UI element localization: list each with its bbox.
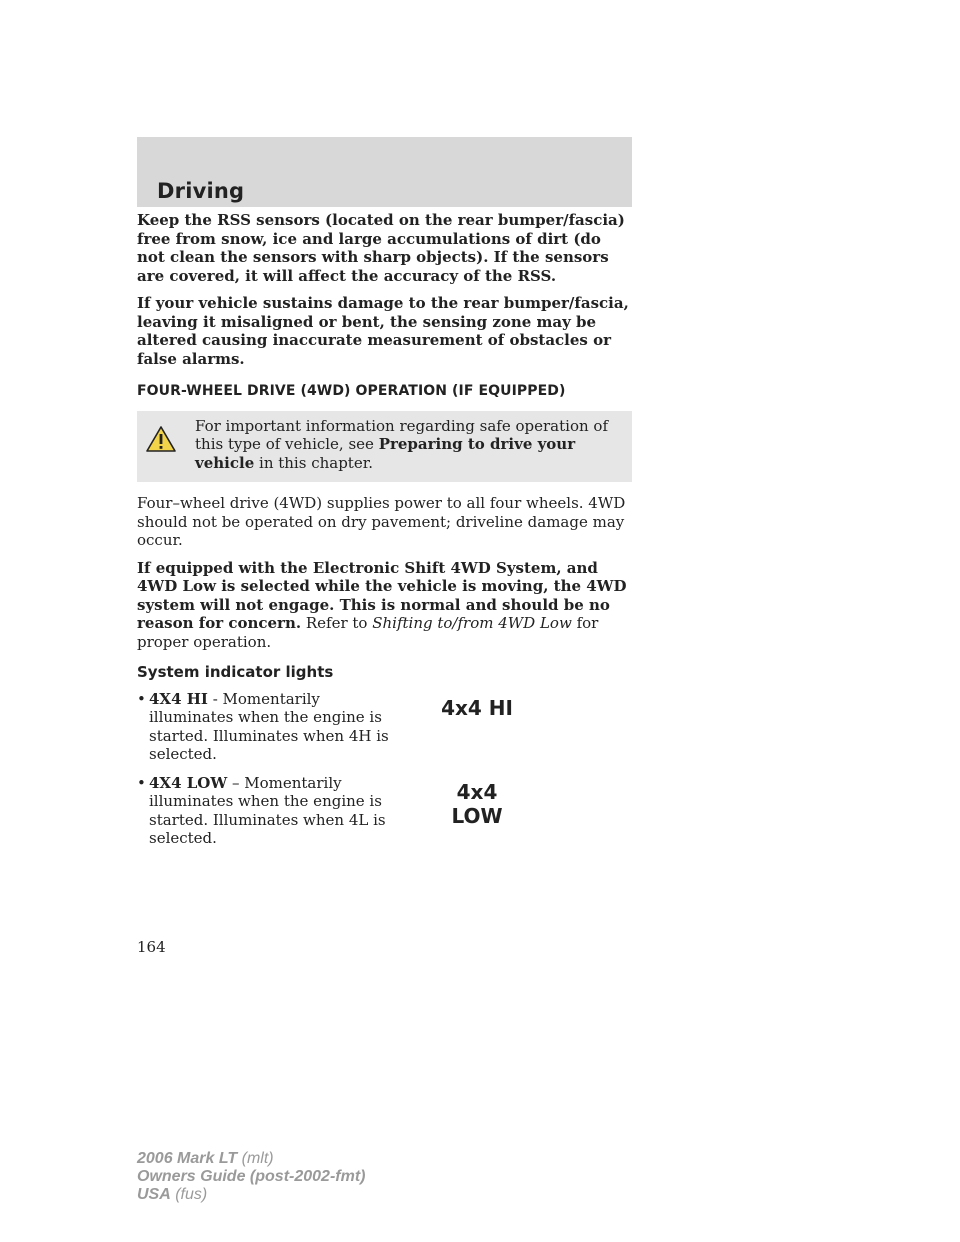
warning-box (137, 411, 632, 483)
indicator-description: - Momentarily illuminates when the engine is started. Illuminates when 4H is selected. (149, 689, 389, 763)
page-content (137, 211, 632, 858)
section-header-band (137, 137, 632, 207)
indicator-4x4-low: • 4X4 LOW – Momentarily illuminates when the engine is started. Illuminates when 4L is selected. 4x4 LOW (137, 774, 632, 848)
rss-paragraph-2: If your vehicle sustains damage to the rear bumper/fascia, leaving it misaligned or bent, the sensing zone may be altered causing inaccurate measurement of obstacles or false alarms. (137, 294, 629, 368)
indicator-4x4-hi: • 4X4 HI - Momentarily illuminates when the engine is started. Illuminates when 4H is selected. 4x4 HI (137, 690, 632, 764)
4x4-hi-indicator-icon: 4x4 HI (441, 695, 513, 720)
section-title: Driving (157, 179, 245, 203)
indicator-name: 4X4 LOW (149, 773, 228, 792)
4wd-paragraph-1: Four–wheel drive (4WD) supplies power to all four wheels. 4WD should not be operated on dry pavement; driveline damage may occur. (137, 494, 626, 549)
4x4-low-indicator-icon: 4x4 LOW (451, 779, 503, 828)
4wd-paragraph-2: If equipped with the Electronic Shift 4WD System, and 4WD Low is selected while the vehicle is moving, the 4WD system will not engage. This is normal and should be no reason for concern. Refer to Shifting to/from 4WD Low for proper operation. (137, 558, 627, 651)
indicator-description: – Momentarily illuminates when the engine is started. Illuminates when 4L is selected. (149, 773, 386, 847)
rss-paragraph-1: Keep the RSS sensors (located on the rear bumper/fascia) free from snow, ice and large accumulations of dirt (do not clean the sensors with sharp objects). If the sensors are covered, it will affect the accuracy of the RSS. (137, 211, 625, 285)
shifting-reference: Shifting to/from 4WD Low (372, 614, 572, 632)
warning-reference: Preparing to drive your vehicle (195, 435, 576, 472)
indicator-name: 4X4 HI (149, 689, 208, 708)
indicator-lights-heading: System indicator lights (137, 663, 334, 681)
warning-triangle-icon (145, 417, 189, 458)
section-heading-4wd: FOUR-WHEEL DRIVE (4WD) OPERATION (IF EQUIPPED) (137, 383, 566, 399)
warning-text: For important information regarding safe operation of this type of vehicle, see Preparing to drive your vehicle in this chapter. (195, 416, 608, 472)
document-footer: 2006 Mark LT (mlt) Owners Guide (post-2002-fmt) USA (fus) (137, 1150, 366, 1203)
page-number: 164 (137, 938, 166, 956)
